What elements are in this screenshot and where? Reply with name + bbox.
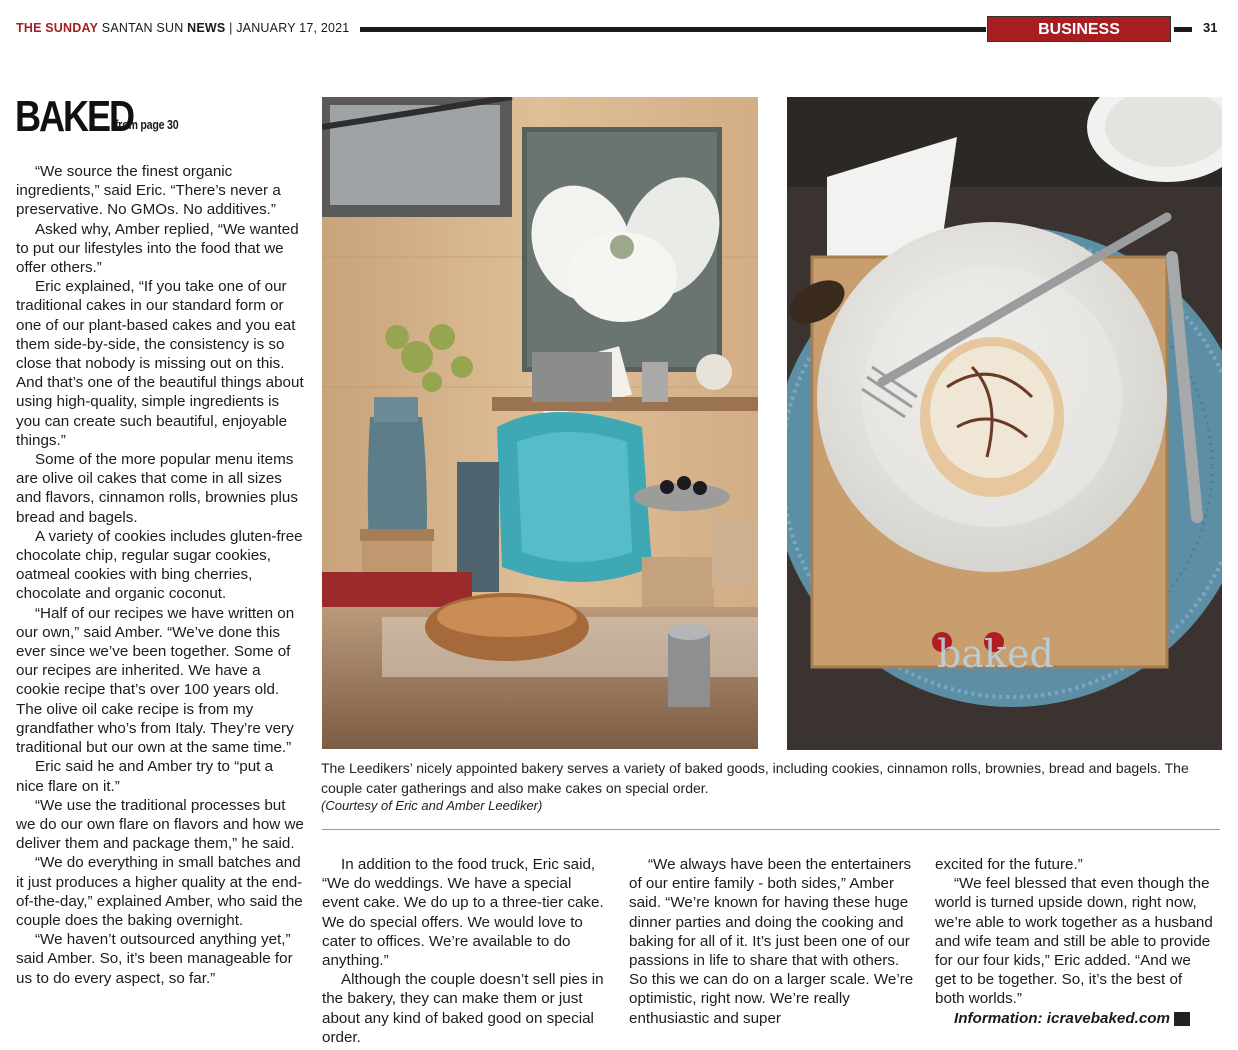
paragraph: “We do everything in small batches and it just produces a higher quality at the end-of-the-day,” explained Amber, who said the couple does the baking overnight. <box>16 854 303 929</box>
header-rule <box>360 27 986 32</box>
paragraph: “Half of our recipes we have written on our own,” said Amber. “We’ve done this ever since we’ve been together. Some of our recipes are inherited. We have a cookie recipe that’s over 100 years old. The olive oil cake recipe is from my grandfather who’s from Italy. They’re very traditional but our own at the same time.” <box>16 604 295 757</box>
end-mark-icon: STSN <box>1174 1012 1190 1026</box>
publication-name <box>16 21 349 35</box>
paragraph: “We feel blessed that even though the world is turned upside down, right now, we’re able to work together as a husband and wife team and still be able to provide for our four kids,” Eric added. “And we get to be together. So, it’s the best of both worlds.” <box>935 875 1213 1008</box>
issue-date: | JANUARY 17, 2021 <box>225 21 350 35</box>
info-line <box>935 1009 1215 1028</box>
publication-name-red: THE SUNDAY <box>16 21 99 35</box>
info-link-text: Information: icravebaked.com <box>954 1009 1171 1027</box>
publication-name-bold: NEWS <box>187 21 226 35</box>
paragraph: Eric explained, “If you take one of our traditional cakes in our standard form or one of our plant-based cakes and you eat them side-by-side, the consistency is so close that nobody is missing out on this. And that’s one of the beautiful things about using high-quality, simple ingredients is you can create such beautiful, enjoyable things.” <box>16 278 304 449</box>
paragraph: “We always have been the entertainers of our entire family - both sides,” Amber said. “We’re known for having these huge dinner parties and doing the cooking and baking for all of it. It’s just been one of our passions in life to share that with others. So this we can do on a larger scale. We’re optimistic, right now. We’re really enthusiastic and super <box>629 856 914 1027</box>
article-column-1 <box>16 162 304 988</box>
caption-divider <box>322 829 1220 830</box>
header-rule-right <box>1174 27 1192 32</box>
svg-text:baked: baked <box>937 632 1054 676</box>
article-column-2 <box>322 855 610 1047</box>
paragraph: Asked why, Amber replied, “We wanted to put our lifestyles into the food that we offer others.” <box>16 220 299 277</box>
paragraph: “We haven’t outsourced anything yet,” said Amber. So, it’s been manageable for us to do every aspect, so far.” <box>16 931 293 987</box>
photo-credit: (Courtesy of Eric and Amber Leediker) <box>321 798 543 813</box>
paragraph: A variety of cookies includes gluten-free chocolate chip, regular sugar cookies, oatmeal cookies with bing cherries, chocolate and organic coconut. <box>16 527 303 603</box>
paragraph: “We source the finest organic ingredients,” said Eric. “There’s never a preservative. No GMOs. No additives.” <box>16 163 281 219</box>
paragraph: “We use the traditional processes but we do our own flare on flavors and how we deliver them and package them,” he said. <box>16 796 304 853</box>
paragraph: In addition to the food truck, Eric said, “We do weddings. We have a special event cake. We do up to a three-tier cake. We do special offers. We would love to cater to offices. We’re available to do anything.” <box>322 856 604 970</box>
article-headline: BAKED <box>15 92 134 141</box>
section-label: BUSINESS <box>987 16 1171 42</box>
publication-name-mid: SANTAN SUN <box>98 21 188 35</box>
cinnamon-roll-photo <box>787 97 1222 750</box>
page-number: 31 <box>1203 20 1218 35</box>
jump-line: from page 30 <box>115 117 179 132</box>
photo-caption: The Leedikers’ nicely appointed bakery serves a variety of baked goods, including cookies, cinnamon rolls, brownies, bread and bagels. The couple cater gatherings and also make cakes on special order. <box>321 760 1189 796</box>
bakery-display-photo <box>322 97 758 749</box>
paragraph: Eric said he and Amber try to “put a nice flare on it.” <box>16 758 274 795</box>
article-column-4 <box>935 855 1215 1028</box>
paragraph: Some of the more popular menu items are olive oil cakes that come in all sizes and flavors, cinnamon rolls, brownies plus bread and bagels. <box>16 451 298 526</box>
paragraph: Although the couple doesn’t sell pies in the bakery, they can make them or just about any kind of baked good on special order. <box>322 971 604 1046</box>
article-column-3 <box>629 855 919 1028</box>
paragraph: excited for the future.” <box>935 856 1083 873</box>
